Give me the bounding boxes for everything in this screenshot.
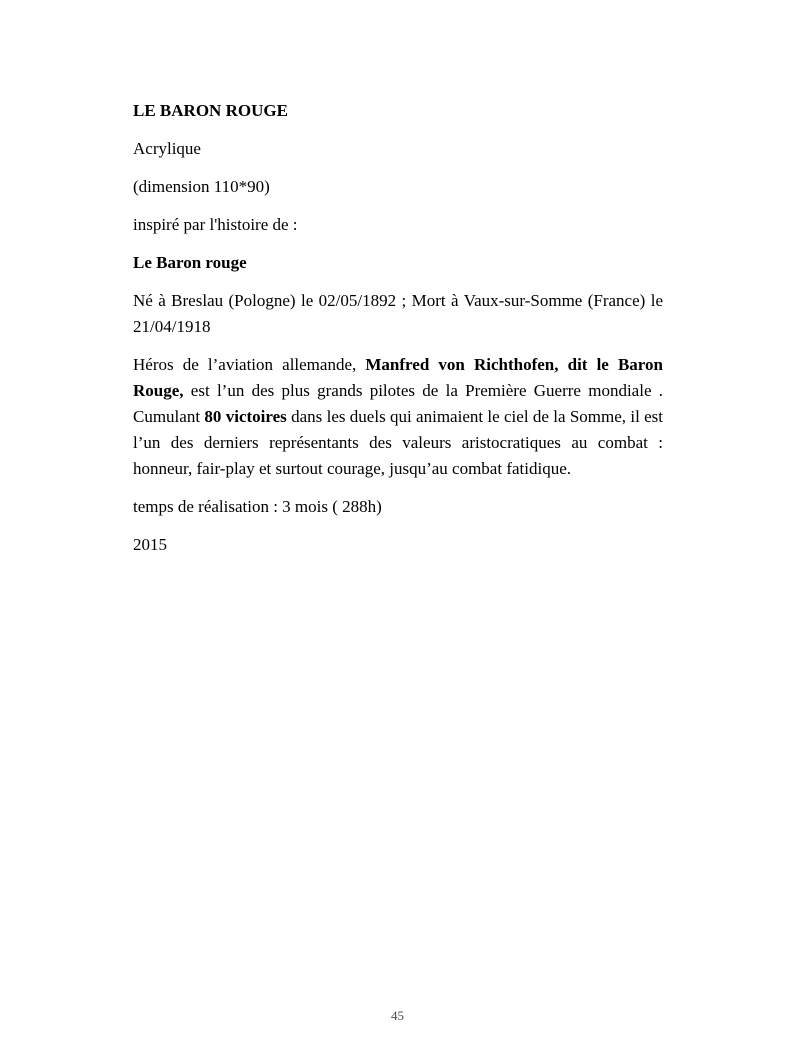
page-number: 45 [391, 1008, 404, 1023]
document-body [133, 98, 663, 570]
year-line: 2015 [133, 535, 167, 554]
bio-text-2: est l’un des plus grands pilotes de la Première Guerre mondiale . Cumulant [133, 381, 663, 426]
biography-paragraph [133, 352, 663, 482]
inspiration-intro: inspiré par l'histoire de : [133, 215, 298, 234]
bio-bold-name: Manfred von Richthofen, dit le Baron Rouge, [133, 355, 663, 400]
artwork-dimension: (dimension 110*90) [133, 177, 270, 196]
bio-text-1: Héros de l’aviation allemande, [133, 355, 366, 374]
bio-text-3: dans les duels qui animaient le ciel de la Somme, il est l’un des derniers représentants des valeurs aristocratiques au combat : honneur, fair-play et surtout courage, jusqu’au combat fatidique. [133, 407, 664, 478]
realisation-time-line: temps de réalisation : 3 mois ( 288h) [133, 497, 382, 516]
bio-bold-victories: 80 victoires [204, 407, 287, 426]
artwork-title: LE BARON ROUGE [133, 101, 288, 120]
birth-death-line: Né à Breslau (Pologne) le 02/05/1892 ; Mort à Vaux-sur-Somme (France) le 21/04/1918 [133, 291, 663, 336]
artwork-medium: Acrylique [133, 139, 201, 158]
subject-name: Le Baron rouge [133, 253, 247, 272]
